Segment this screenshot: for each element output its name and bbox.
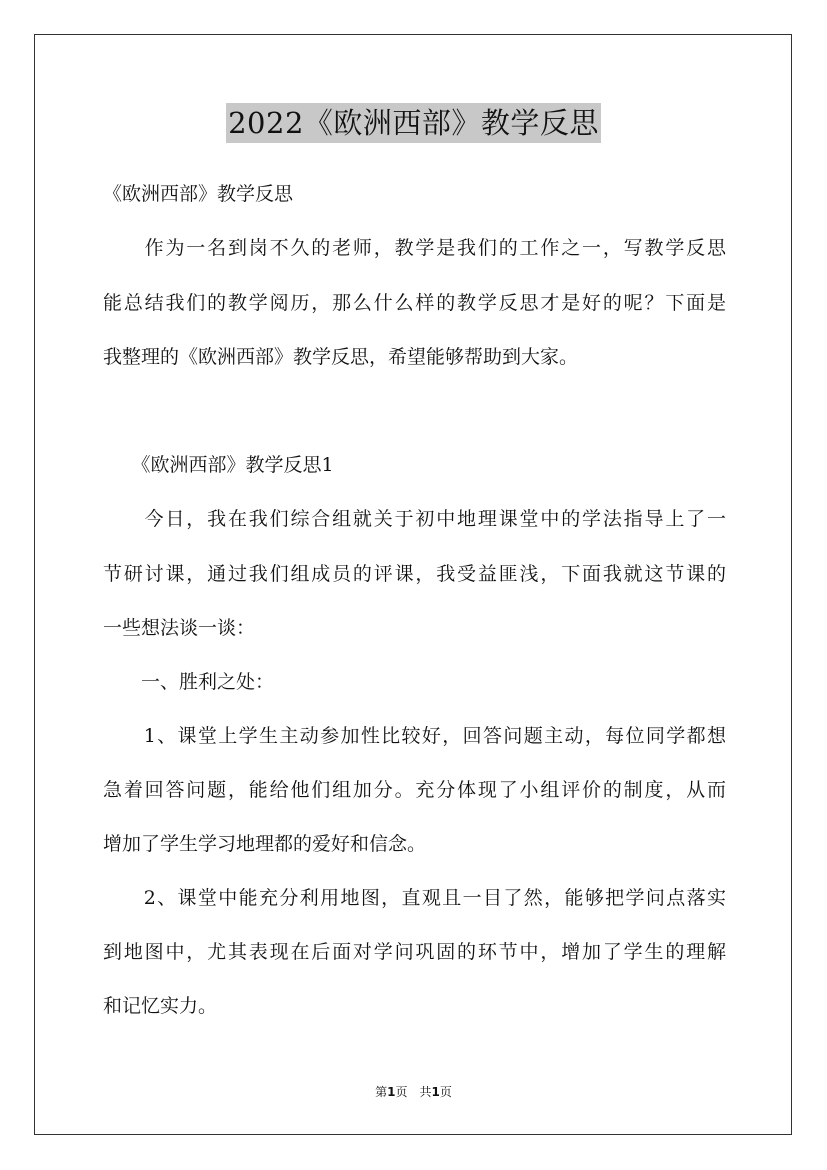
point-heading: 一、胜利之处：: [103, 671, 275, 693]
intro-line-3: 我整理的《欧洲西部》教学反思，希望能够帮助到大家。: [103, 346, 579, 368]
paragraph1-line-2: 节研讨课，通过我们组成员的评课，我受益匪浅，下面我就这节课的: [103, 563, 726, 585]
page-footer: [0, 1084, 827, 1100]
document-title: 2022《欧洲西部》教学反思: [226, 103, 601, 143]
footer-page-total: 1: [431, 1085, 440, 1099]
point2-line-3: 和记忆实力。: [103, 995, 218, 1017]
paragraph1-line-3: 一些想法谈一谈：: [103, 617, 256, 639]
intro-line-1: 作为一名到岗不久的老师，教学是我们的工作之一，写教学反思: [103, 237, 726, 259]
point2-line-2: 到地图中，尤其表现在后面对学问巩固的环节中，增加了学生的理解: [103, 941, 726, 963]
point2-line-1: 2、课堂中能充分利用地图，直观且一目了然，能够把学问点落实: [103, 887, 726, 909]
title-container: [0, 103, 827, 143]
paragraph1-line-1: 今日，我在我们综合组就关于初中地理课堂中的学法指导上了一: [103, 508, 726, 530]
point1-line-3: 增加了学生学习地理都的爱好和信念。: [103, 833, 427, 855]
footer-page-number: 1: [387, 1085, 396, 1099]
intro-line-2: 能总结我们的教学阅历，那么什么样的教学反思才是好的呢？下面是: [103, 292, 726, 314]
point1-line-1: 1、课堂上学生主动参加性比较好，回答问题主动，每位同学都想: [103, 725, 726, 747]
footer-middle: 页 共: [395, 1085, 432, 1099]
section-heading: 《欧洲西部》教学反思1: [103, 454, 334, 476]
point1-line-2: 急着回答问题，能给他们组加分。充分体现了小组评价的制度，从而: [103, 779, 726, 801]
footer-suffix: 页: [439, 1085, 452, 1099]
subtitle: 《欧洲西部》教学反思: [103, 183, 294, 205]
footer-prefix: 第: [375, 1085, 388, 1099]
